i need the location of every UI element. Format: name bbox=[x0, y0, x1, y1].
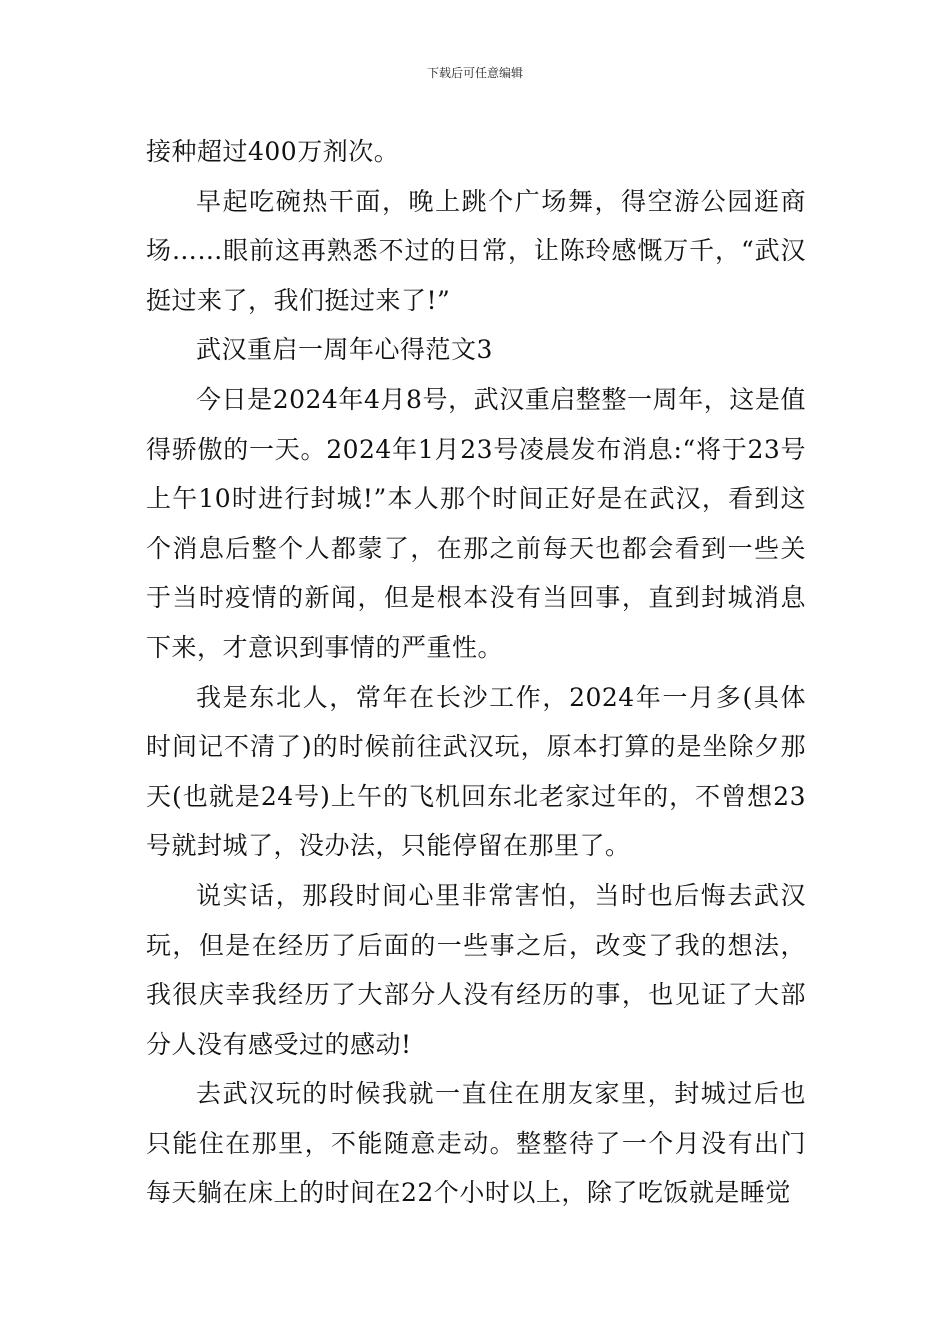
paragraph: 说实话，那段时间心里非常害怕，当时也后悔去武汉玩，但是在经历了后面的一些事之后，改变了我的想法，我很庆幸我经历了大部分人没有经历的事，也见证了大部分人没有感受过的感动! bbox=[146, 880, 806, 1059]
page-header: 下载后可任意编辑 bbox=[426, 66, 523, 80]
paragraph: 早起吃碗热干面，晚上跳个广场舞，得空游公园逛商场……眼前这再熟悉不过的日常，让陈玲感慨万千，“武汉挺过来了，我们挺过来了!” bbox=[146, 186, 806, 315]
document-body bbox=[146, 127, 806, 1218]
paragraph-continuation: 接种超过400万剂次。 bbox=[146, 137, 400, 166]
paragraph: 我是东北人，常年在长沙工作，2024年一月多(具体时间记不清了)的时候前往武汉玩，原本打算的是坐除夕那天(也就是24号)上午的飞机回东北老家过年的，不曾想23号就封城了，没办法，只能停留在那里了。 bbox=[146, 682, 806, 861]
section-title: 武汉重启一周年心得范文3 bbox=[196, 335, 493, 365]
paragraph: 去武汉玩的时候我就一直住在朋友家里，封城过后也只能住在那里，不能随意走动。整整待了一个月没有出门每天躺在床上的时间在22个小时以上，除了吃饭就是睡觉 bbox=[146, 1079, 806, 1208]
paragraph: 今日是2024年4月8号，武汉重启整整一周年，这是值得骄傲的一天。2024年1月23号凌晨发布消息:“将于23号上午10时进行封城!”本人那个时间正好是在武汉，看到这个消息后整个人都蒙了，在那之前每天也都会看到一些关于当时疫情的新闻，但是根本没有当回事，直到封城消息下来，才意识到事情的严重性。 bbox=[146, 384, 806, 662]
